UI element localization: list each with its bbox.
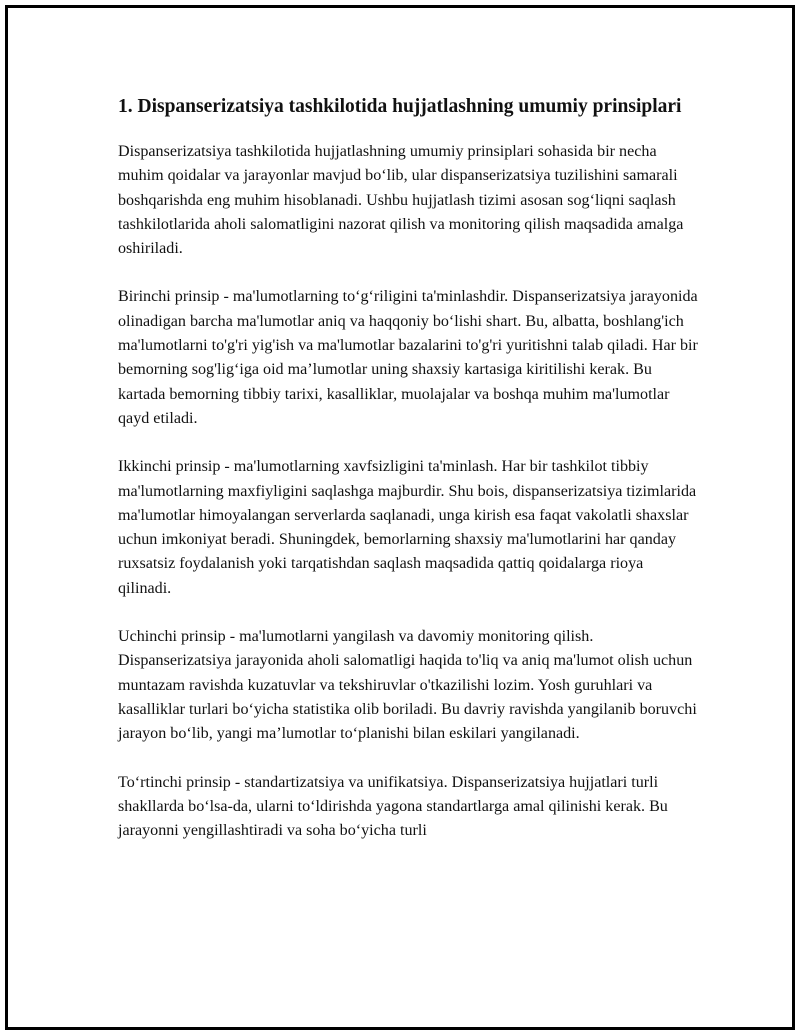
paragraph-first-principle: Birinchi prinsip - ma'lumotlarning to‘g‘riligini ta'minlashdir. Dispanserizatsiya jarayonida olinadigan barcha ma'lumotlar aniq va haqqoniy bo‘lishi shart. Bu, albatta, boshlang'ich ma'lumotlarni to'g'ri yig'ish va ma'lumotlar bazalarini to'g'ri yuritishni talab qiladi. Har bir bemorning sog'lig‘iga oid ma’lumotlar uning shaxsiy kartasiga kiritilishi kerak. Bu kartada bemorning tibbiy tarixi, kasalliklar, muolajalar va boshqa muhim ma'lumotlar qayd etiladi. — [118, 288, 698, 427]
paragraph-fourth-principle: To‘rtinchi prinsip - standartizatsiya va unifikatsiya. Dispanserizatsiya hujjatlari turli shakllarda bo‘lsa-da, ularni to‘ldirishda yagona standartlarga amal qilinishi kerak. Bu jarayonni yengillashtiradi va soha bo‘yicha turli — [118, 773, 668, 840]
paragraph-third-principle: Uchinchi prinsip - ma'lumotlarni yangilash va davomiy monitoring qilish. Dispanserizatsiya jarayonida aholi salomatligi haqida to'liq va aniq ma'lumot olish uchun muntazam ravishda kuzatuvlar va tekshiruvlar o'tkazilishi lozim. Yosh guruhlari va kasalliklar turlari bo‘yicha statistika olib boriladi. Bu davriy ravishda yangilanib boruvchi jarayon bo‘lib, yangi ma’lumotlar to‘planishi bilan eskilari yangilanadi. — [118, 628, 697, 743]
section-heading: 1. Dispanserizatsiya tashkilotida hujjatlashning umumiy prinsiplari — [118, 96, 682, 117]
paragraph-intro: Dispanserizatsiya tashkilotida hujjatlashning umumiy prinsiplari sohasida bir necha muhim qoidalar va jarayonlar mavjud bo‘lib, ular dispanserizatsiya tuzilishini samarali boshqarishda eng muhim hisoblanadi. Ushbu hujjatlash tizimi asosan sog‘liqni saqlash tashkilotlarida aholi salomatligini nazorat qilish va monitoring qilish maqsadida amalga oshiriladi. — [118, 143, 684, 258]
document-body — [118, 94, 698, 867]
paragraph-second-principle: Ikkinchi prinsip - ma'lumotlarning xavfsizligini ta'minlash. Har bir tashkilot tibbiy ma'lumotlarning maxfiyligini saqlashga majburdir. Shu bois, dispanserizatsiya tizimlarida ma'lumotlar himoyalangan serverlarda saqlanadi, unga kirish esa faqat vakolatli shaxslar uchun imkoniyat beradi. Shuningdek, bemorlarning shaxsiy ma'lumotlarini har qanday ruxsatsiz foydalanish yoki tarqatishdan saqlash maqsadida qattiq qoidalarga rioya qilinadi. — [118, 458, 697, 597]
